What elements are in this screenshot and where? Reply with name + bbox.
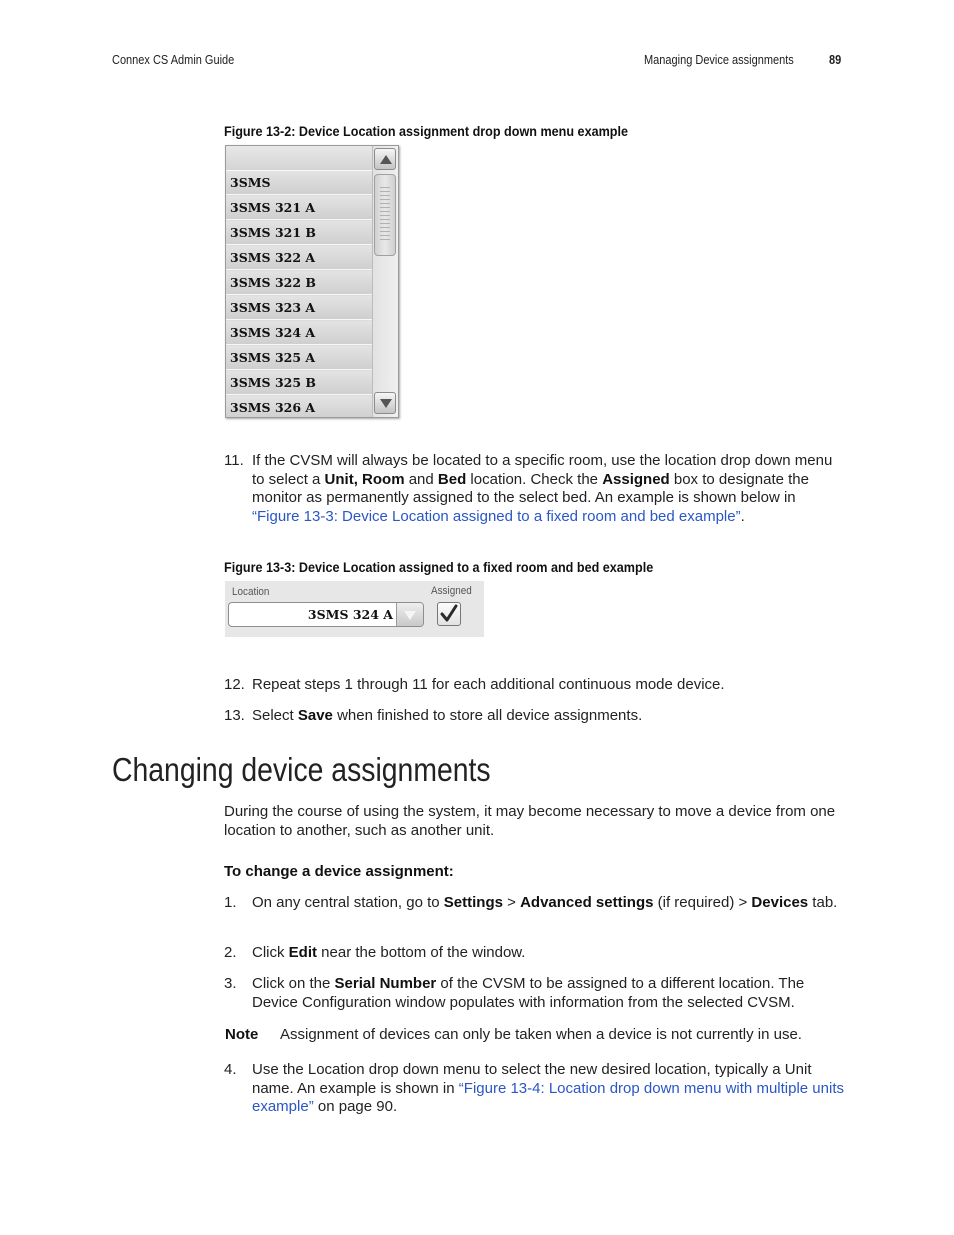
grip-line — [380, 223, 390, 224]
step-number: 12. — [224, 676, 245, 693]
step-text — [252, 452, 844, 527]
grip-line — [380, 219, 390, 220]
step-12 — [224, 676, 844, 696]
triangle-up-icon — [380, 155, 392, 164]
figure-13-4-link[interactable]: “Figure 13-4: Location drop down menu with multiple units example” — [252, 1079, 844, 1116]
location-select-value: 3SMS 324 A — [307, 607, 393, 622]
text-run: of the CVSM to be assigned to a different location. The Device Configuration window populates with information from the selected CVSM. — [252, 975, 805, 1011]
step-text — [252, 707, 844, 726]
step-number: 1. — [224, 894, 237, 911]
bold-term: Assigned — [602, 470, 670, 488]
text-run: location. Check the — [466, 470, 603, 488]
dropdown-item[interactable]: 3SMS 323 A — [226, 296, 372, 320]
dropdown-item[interactable]: 3SMS 321 A — [226, 196, 372, 220]
running-header-section: Managing Device assignments — [644, 53, 794, 67]
location-label: Location — [232, 586, 270, 598]
text-run: box to designate the monitor as permanently assigned to the select bed. An example is shown below in — [252, 470, 809, 507]
procedure-step-1 — [224, 894, 844, 934]
text-run: near the bottom of the window. — [317, 944, 526, 961]
dropdown-item[interactable]: 3SMS 322 A — [226, 246, 372, 270]
text-run: and — [404, 470, 438, 488]
location-assignment-panel — [225, 581, 484, 637]
text-run: On any central station, go to — [252, 894, 444, 911]
running-header-title: Connex CS Admin Guide — [112, 53, 235, 67]
page-number: 89 — [829, 53, 842, 67]
text-run: when finished to store all device assignments. — [332, 707, 643, 724]
procedure-title: To change a device assignment: — [224, 863, 454, 880]
bold-term: Save — [297, 707, 333, 724]
dropdown-item[interactable]: 3SMS 322 B — [226, 271, 372, 295]
step-number: 13. — [224, 707, 245, 724]
step-13 — [224, 707, 844, 727]
step-11 — [224, 452, 844, 548]
step-text — [252, 975, 844, 1012]
grip-line — [380, 207, 390, 208]
step-text: Repeat steps 1 through 11 for each additional continuous mode device. — [252, 676, 725, 693]
location-dropdown-list[interactable] — [225, 145, 399, 418]
bold-term: Settings — [443, 894, 503, 911]
text-run: Use the Location drop down menu to select the new desired location, typically a Unit name. An example is shown in — [252, 1061, 812, 1097]
text-run: If the CVSM will always be located to a specific room, use the location drop down menu to select a — [252, 452, 833, 488]
scrollbar-thumb[interactable] — [374, 174, 396, 256]
procedure-step-2 — [224, 944, 844, 964]
section-intro: During the course of using the system, it may become necessary to move a device from one location to another, such as another unit. — [224, 803, 836, 839]
bold-term: Serial Number — [334, 975, 437, 992]
triangle-down-icon — [380, 399, 392, 408]
text-run: > — [502, 894, 521, 911]
grip-line — [380, 215, 390, 216]
step-number: 4. — [224, 1061, 237, 1078]
step-text — [252, 944, 844, 963]
bold-term: Devices — [751, 894, 809, 911]
note-text: Assignment of devices can only be taken when a device is not currently in use. — [280, 1026, 802, 1043]
grip-line — [380, 203, 390, 204]
grip-line — [380, 231, 390, 232]
grip-line — [380, 235, 390, 236]
bold-term: Unit, Room — [324, 470, 405, 488]
note-label: Note — [225, 1026, 259, 1043]
dropdown-item[interactable]: 3SMS 325 B — [226, 371, 372, 395]
dropdown-item[interactable]: 3SMS 326 A — [226, 396, 372, 418]
section-heading: Changing device assignments — [112, 751, 491, 788]
dropdown-arrow-button[interactable] — [396, 603, 423, 626]
bold-term: Edit — [288, 944, 318, 961]
assigned-checkbox[interactable] — [437, 602, 461, 626]
assigned-label: Assigned — [431, 585, 472, 597]
dropdown-item[interactable]: 3SMS 324 A — [226, 321, 372, 345]
text-run: Click on the — [252, 975, 335, 992]
scroll-up-button[interactable] — [374, 148, 396, 170]
bold-term: Advanced settings — [520, 894, 654, 911]
text-run: tab. — [808, 894, 838, 911]
grip-line — [380, 239, 390, 240]
grip-line — [380, 211, 390, 212]
grip-line — [380, 227, 390, 228]
figure-13-2-caption: Figure 13-2: Device Location assignment drop down menu example — [224, 123, 628, 139]
bold-term: Bed — [437, 470, 467, 488]
scroll-down-button[interactable] — [374, 392, 396, 414]
text-run: (if required) > — [653, 894, 752, 911]
step-number: 3. — [224, 975, 237, 992]
dropdown-item[interactable]: 3SMS — [226, 171, 372, 195]
figure-13-3-caption: Figure 13-3: Device Location assigned to a fixed room and bed example — [224, 559, 654, 575]
location-select[interactable] — [228, 602, 424, 627]
procedure-step-4 — [224, 1061, 844, 1121]
step-text — [252, 894, 844, 913]
dropdown-blank-row[interactable] — [226, 146, 372, 171]
grip-line — [380, 191, 390, 192]
step-text — [252, 1061, 844, 1117]
dropdown-item[interactable]: 3SMS 321 B — [226, 221, 372, 245]
grip-line — [380, 199, 390, 200]
step-number: 2. — [224, 944, 237, 961]
text-run: on page 90. — [313, 1098, 398, 1116]
grip-line — [380, 195, 390, 196]
dropdown-item[interactable]: 3SMS 325 A — [226, 346, 372, 370]
text-run: Click — [252, 944, 289, 961]
chevron-down-icon — [404, 611, 416, 620]
figure-13-3-link[interactable]: “Figure 13-3: Device Location assigned to a fixed room and bed example” — [252, 508, 741, 526]
step-number: 11. — [224, 452, 244, 469]
text-run: Select — [252, 707, 298, 724]
grip-line — [380, 187, 390, 188]
procedure-step-3 — [224, 975, 844, 1015]
checkmark-icon — [438, 603, 460, 625]
text-run: . — [740, 508, 745, 526]
